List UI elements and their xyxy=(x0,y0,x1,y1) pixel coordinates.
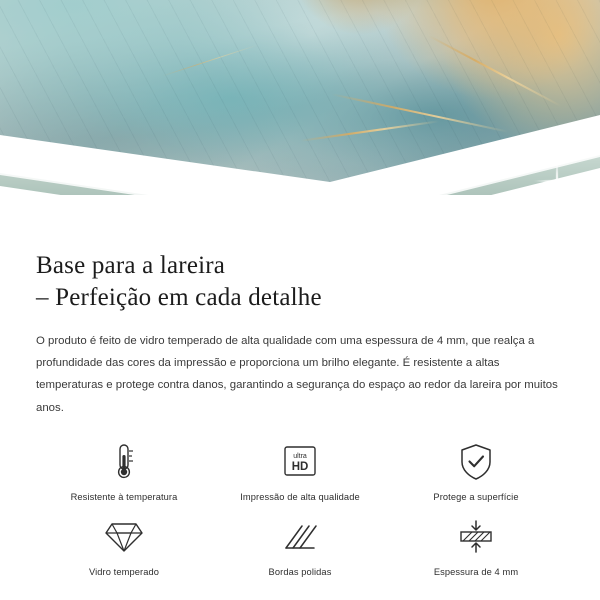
feature-label: Bordas polidas xyxy=(268,566,332,577)
sparkle-icon xyxy=(556,184,582,210)
feature-item-polished-edges xyxy=(212,516,388,577)
feature-item-print-quality xyxy=(212,441,388,502)
headline-line-1: Base para a lareira xyxy=(36,252,226,279)
description-paragraph: O produto é feito de vidro temperado de alta qualidade com uma espessura de 4 mm, que realça a profundidade das cores da impressão e proporciona um brilho elegante. É resistente a altas temperaturas e protege contra danos, garantindo a segurança do espaço ao redor da lareira por muitos anos. xyxy=(36,335,558,414)
feature-grid xyxy=(36,441,564,577)
feature-label: Resistente à temperatura xyxy=(70,491,178,502)
feature-item-tempered-glass xyxy=(36,516,212,577)
feature-item-temperature-resistant xyxy=(36,441,212,502)
svg-text:ultra: ultra xyxy=(293,452,307,460)
sparkle-icon xyxy=(534,158,580,204)
marble-artwork xyxy=(0,0,600,210)
ultra-hd-icon xyxy=(280,441,320,483)
diamond-icon xyxy=(104,516,144,558)
hero-image xyxy=(0,0,600,222)
feature-item-surface-protection xyxy=(388,441,564,502)
page-title xyxy=(36,250,564,314)
content-area xyxy=(0,222,600,577)
polished-edges-icon xyxy=(280,516,320,558)
svg-text:HD: HD xyxy=(291,460,309,473)
headline-line-2: – Perfeição em cada detalhe xyxy=(36,284,322,311)
feature-item-thickness xyxy=(388,516,564,577)
feature-label: Impressão de alta qualidade xyxy=(240,491,360,502)
thickness-arrows-icon xyxy=(455,516,497,558)
feature-label: Espessura de 4 mm xyxy=(433,566,519,577)
shield-check-icon xyxy=(458,441,494,483)
feature-label: Protege a superfície xyxy=(433,491,519,502)
thermometer-icon xyxy=(111,441,137,483)
feature-label: Vidro temperado xyxy=(88,566,160,577)
